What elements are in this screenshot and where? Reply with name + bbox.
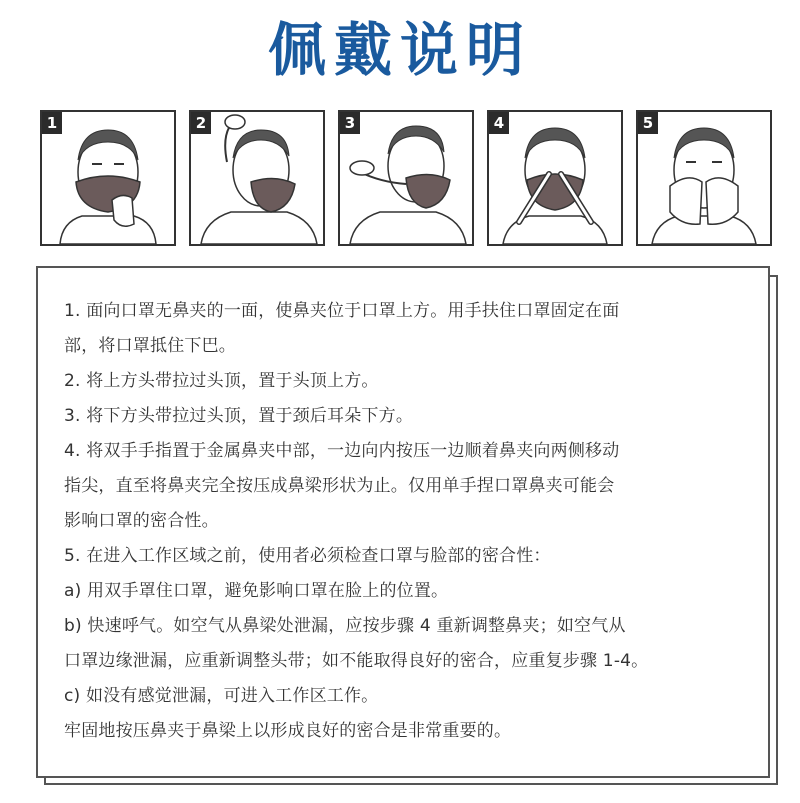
step-number: 2 <box>191 112 211 134</box>
page-title: 佩戴说明 <box>267 16 532 84</box>
instruction-text <box>64 294 754 749</box>
instruction-line: 影响口罩的密合性。 <box>64 511 219 531</box>
instruction-box <box>36 266 770 778</box>
instruction-line: 5. 在进入工作区域之前，使用者必须检查口罩与脸部的密合性： <box>64 546 551 566</box>
instruction-line: c) 如没有感觉泄漏，可进入工作区工作。 <box>64 686 379 706</box>
instruction-line: 口罩边缘泄漏，应重新调整头带；如不能取得良好的密合，应重复步骤 1-4。 <box>64 651 649 671</box>
step-panel-2 <box>189 110 325 246</box>
step-number: 3 <box>340 112 360 134</box>
step-panel-1 <box>40 110 176 246</box>
instruction-line: 指尖，直至将鼻夹完全按压成鼻梁形状为止。仅用单手捏口罩鼻夹可能会 <box>64 476 615 496</box>
instruction-line: 4. 将双手手指置于金属鼻夹中部，一边向内按压一边顺着鼻夹向两侧移动 <box>64 441 620 461</box>
step-panel-3 <box>338 110 474 246</box>
instruction-line: 牢固地按压鼻夹于鼻梁上以形成良好的密合是非常重要的。 <box>64 721 512 741</box>
steps-illustration-row <box>40 110 774 250</box>
instruction-line: 1. 面向口罩无鼻夹的一面，使鼻夹位于口罩上方。用手扶住口罩固定在面 <box>64 301 620 321</box>
instruction-line: 3. 将下方头带拉过头顶，置于颈后耳朵下方。 <box>64 406 414 426</box>
step-panel-4 <box>487 110 623 246</box>
instruction-line: b) 快速呼气。如空气从鼻梁处泄漏，应按步骤 4 重新调整鼻夹；如空气从 <box>64 616 626 636</box>
step-number: 5 <box>638 112 658 134</box>
step-number: 1 <box>42 112 62 134</box>
step-panel-5 <box>636 110 772 246</box>
instruction-line: 2. 将上方头带拉过头顶，置于头顶上方。 <box>64 371 379 391</box>
instruction-line: 部，将口罩抵住下巴。 <box>64 336 236 356</box>
step-number: 4 <box>489 112 509 134</box>
instruction-line: a) 用双手罩住口罩，避免影响口罩在脸上的位置。 <box>64 581 449 601</box>
